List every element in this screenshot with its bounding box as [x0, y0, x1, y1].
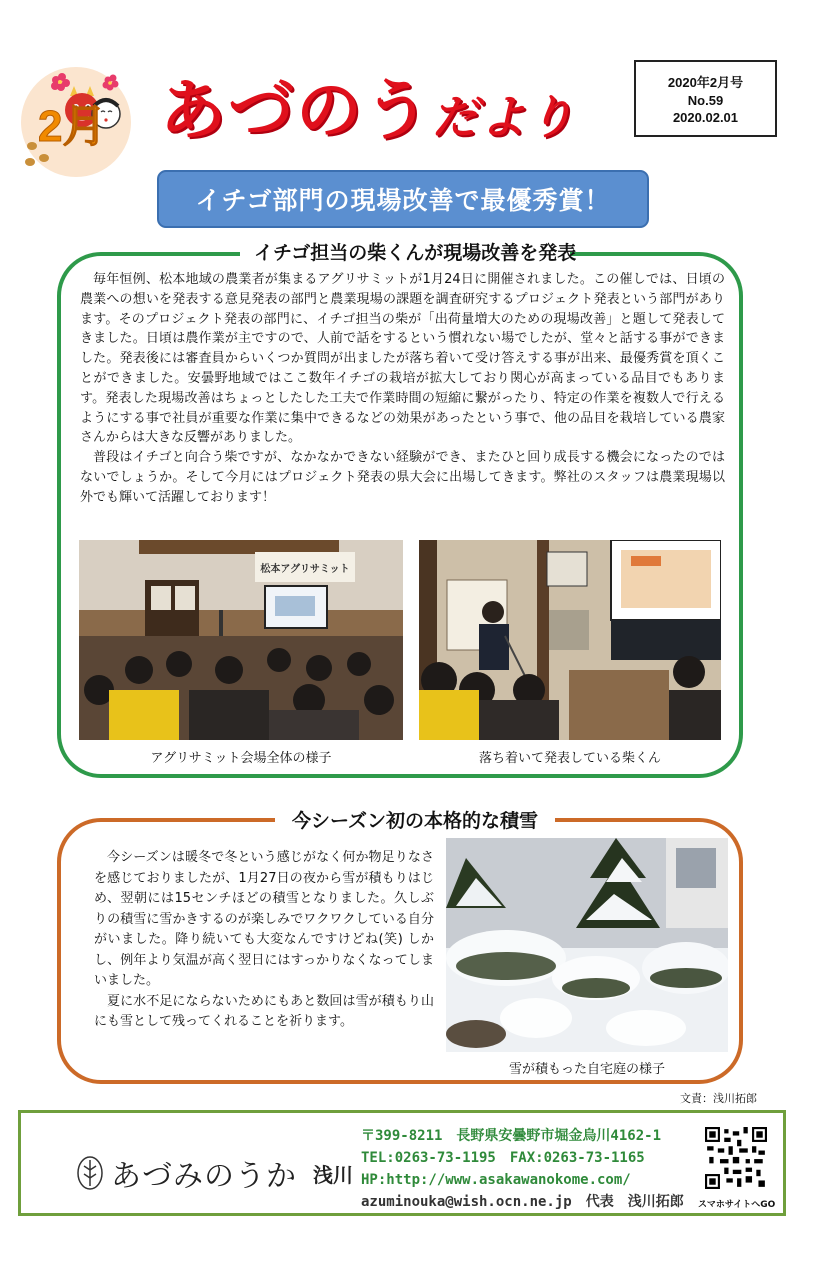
contact-block: [361, 1125, 684, 1213]
caption-snow: 雪が積もった自宅庭の様子: [508, 1062, 665, 1077]
issue-date: 2020.02.01: [672, 110, 739, 125]
section1-heading: イチゴ担当の柴くんが現場改善を発表: [240, 238, 570, 265]
presenter-photo: [419, 540, 721, 740]
section2-paragraph: 夏に水不足にならないためにもあと数回は雪が積もり山にも雪として残ってくれることを祈ります。: [94, 993, 434, 1029]
headline-banner: イチゴ部門の現場改善で最優秀賞！: [157, 170, 649, 228]
title-small: だより: [432, 90, 576, 144]
month-badge: [20, 66, 132, 178]
caption-venue: アグリサミット会場全体の様子: [150, 751, 332, 766]
title-main: あづのう: [160, 72, 432, 149]
issue-box: [634, 60, 777, 137]
venue-photo: [79, 540, 403, 740]
logo-text: あづみのうか: [111, 1159, 297, 1194]
phone-fax: TEL:0263-73-1195 FAX:0263-73-1165: [361, 1150, 645, 1166]
section2-heading: 今シーズン初の本格的な積雪: [275, 806, 555, 833]
company-logo: [77, 1151, 353, 1195]
qr-label: スマホサイトへGO: [698, 1200, 776, 1210]
section1-body: [80, 270, 725, 508]
section1-paragraph: 普段はイチゴと向合う柴ですが、なかなかできない経験ができ、またひと回り成長する機会になったのではないでしょうか。そして今月にはプロジェクト発表の県大会に出場してきます。弊社のスタッフは農業現場以外でも輝いて活躍しております！: [80, 450, 725, 505]
rice-logo-icon: [77, 1156, 103, 1190]
section2-paragraph: 今シーズンは暖冬で冬という感じがなく何か物足りなさを感じておりましたが、1月27日の夜から雪が積もりはじめ、翌朝には15センチほどの積雪となりました。久しぶりの積雪に雪かきするのが楽しみでワクワクしている自分がいました。降り続いても大変なんですけどね(笑) しかし、例年より気温が高く翌日にはすっかりなくなってしまいました。: [94, 850, 434, 988]
caption-presenter: 落ち着いて発表している柴くん: [478, 751, 661, 766]
month-label: 2月: [38, 102, 107, 151]
postal-address: 〒399-8211 長野県安曇野市堀金烏川4162-1: [361, 1128, 662, 1144]
footer: [18, 1110, 786, 1216]
section1-paragraph: 毎年恒例、松本地域の農業者が集まるアグリサミットが1月24日に開催されました。この催しでは、日頃の農業への想いを発表する意見発表の部門と農業現場の課題を調査研究するプロジェクト発表という部門があります。そのプロジェクト発表の部門に、イチゴ担当の柴が「出荷量増大のための現場改善」と題して発表してきました。日頃は農作業が主ですので、人前で話をするという慣れない場でしたが、堂々と話する事ができました。発表後には審査員からいくつか質問が出ましたが落ち着いて受け答えする事が出来、最優秀賞を頂くことができました。安曇野地域ではここ数年イチゴの栽培が拡大しており関心が高まっている品目でもあります。発表した現場改善はちょっとしたした工夫で作業時間の短縮に繋がったり、特定の作業を複数人で行えるようにする事で社員が重要な作業に集中できるなどの効果があったという事で、他の品目を栽培している農家さんからは大きな反響がありました。: [80, 272, 725, 446]
newsletter-title: [160, 72, 576, 149]
issue-number: No.59: [687, 93, 724, 108]
homepage-url[interactable]: HP:http://www.asakawanokome.com/: [361, 1172, 631, 1188]
issue-month: 2020年2月号: [667, 75, 744, 90]
email-representative[interactable]: azuminouka@wish.ocn.ne.jp 代表 浅川拓郎: [361, 1194, 684, 1210]
section2-body: [94, 848, 434, 1033]
logo-sub: 浅川: [313, 1162, 353, 1187]
venue-sign: 松本アグリサミット: [260, 564, 350, 575]
author-credit: 文責：浅川拓郎: [680, 1092, 757, 1105]
snow-garden-photo: [446, 838, 728, 1052]
qr-code-icon[interactable]: [705, 1127, 767, 1189]
